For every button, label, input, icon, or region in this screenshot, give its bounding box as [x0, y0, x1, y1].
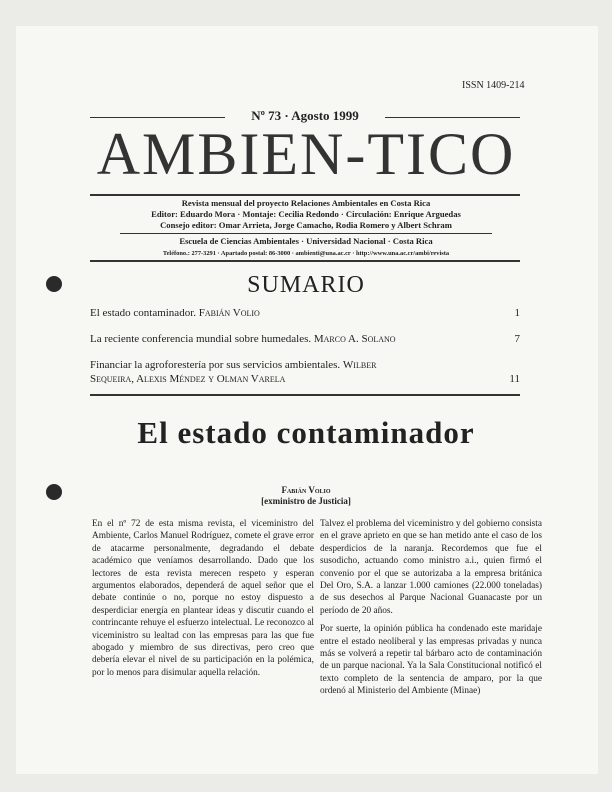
rule-credits-top — [90, 194, 520, 196]
issn-label: ISSN 1409-214 — [462, 80, 525, 91]
rule-credits-bottom — [90, 260, 520, 262]
article-column-left — [92, 518, 314, 685]
credits-line-1: Revista mensual del proyecto Relaciones Ambientales en Costa Rica — [181, 198, 431, 208]
article-headline: El estado contaminador — [137, 415, 475, 450]
credits-line-3: Consejo editor: Omar Arrieta, Jorge Camacho, Rodia Romero y Albert Schram — [160, 220, 452, 230]
toc-item-2[interactable] — [90, 332, 520, 346]
toc-item-author: Wilber — [342, 359, 377, 371]
toc-item-author: Sequeira, Alexis Méndez y Olman Varela — [90, 373, 286, 385]
article-paragraph: En el nº 72 de esta misma revista, el viceministro del Ambiente, Carlos Manuel Rodríguez, comete el grave error de atacarme personalmente, degradando el debate académico que veníamos desarrollando. Dado que los lectores de esta revista merecen respeto y esperan argumentos elaborados, dependerá de aquel señor que el debate continúe o no, porque no estoy dispuesto a desperdiciar energía en plantear ideas y discutir cuando el contrincante rehuye el esfuerzo intelectual. Le reconozco al viceministro su lealtad con las empresas para las que fue abogado y miembro de sus directivas, pero creo que debería elevar el nivel de su participación en la polémica, por lo menos para disimular aquella relación. — [92, 519, 314, 678]
toc-item-page: 7 — [514, 333, 520, 345]
article-column-right — [320, 518, 542, 704]
article-author-role: [exministro de Justicia] — [261, 496, 351, 506]
credits-line-2: Editor: Eduardo Mora · Montaje: Cecilia Redondo · Circulación: Enrique Arguedas — [151, 209, 461, 219]
toc-item-3[interactable] — [90, 358, 520, 372]
sumario-heading: SUMARIO — [247, 272, 365, 298]
rule-left — [90, 117, 225, 118]
punch-hole-bottom — [46, 484, 62, 500]
toc-item-title: Financiar la agroforestería por sus servicios ambientales. — [90, 359, 341, 371]
toc-item-author: Fabián Volio — [198, 307, 260, 319]
article-author: Fabián Volio — [281, 485, 331, 495]
toc-item-page: 11 — [509, 373, 520, 385]
toc-item-title: El estado contaminador. — [90, 307, 196, 319]
toc-item-3-continued[interactable] — [90, 372, 520, 386]
masthead-title: AMBIEN-TICO — [96, 121, 516, 187]
toc-item-page: 1 — [514, 307, 520, 319]
article-paragraph: Por suerte, la opinión pública ha condenado este maridaje entre el estado neoliberal y las empresas privadas y nunca más se volverá a repetir tal bárbaro acto de contaminación de un parque nacional. Ya la Sala Constitucional notificó el texto completo de la sentencia de amparo, por la que ordenó al Ministerio del Ambiente (Minae) — [320, 624, 542, 697]
article-byline — [230, 485, 382, 507]
rule-sumario-bottom — [90, 394, 520, 396]
issue-label: Nº 73 · Agosto 1999 — [251, 108, 359, 123]
institution-line: Escuela de Ciencias Ambientales · Universidad Nacional · Costa Rica — [179, 236, 433, 246]
rule-credits-mid — [120, 233, 492, 234]
toc-item-1[interactable] — [90, 306, 520, 320]
article-paragraph: Talvez el problema del viceministro y del gobierno consista en el grave aprieto en que se han metido ante el caso de los desperdicios de la naranja. Recordemos que fue el susodicho, actuando como ministro a.i., quien firmó el convenio por el que se autorizaba a la empresa británica Del Oro, S.A. a lanzar 1.000 camiones (22.000 toneladas) de sus desechos al Parque Nacional Guanacaste por un período de 20 años. — [320, 519, 542, 616]
toc-item-author: Marco A. Solano — [313, 333, 396, 345]
toc-item-title: La reciente conferencia mundial sobre humedales. — [90, 333, 312, 345]
rule-right — [385, 117, 520, 118]
contact-line: Teléfono.: 277-3291 · Apartado postal: 86-3000 · ambienti@una.ac.cr · http://www.una.ac.cr/ambi/revista — [162, 250, 450, 257]
